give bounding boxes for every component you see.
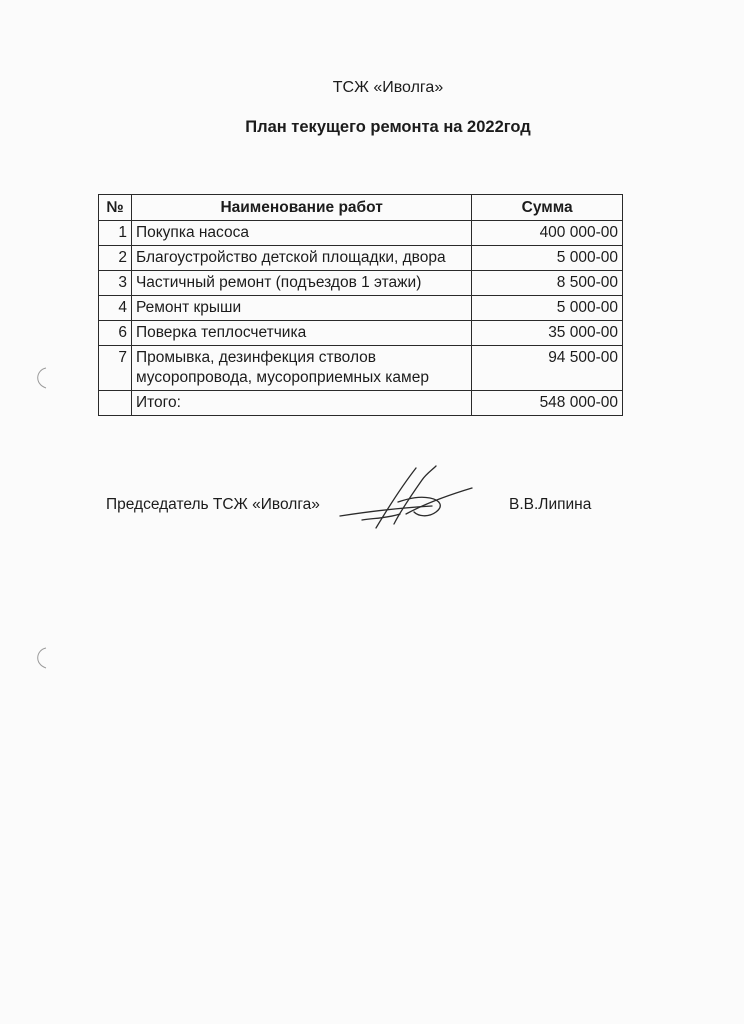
table-row xyxy=(99,246,623,271)
column-header-number: № xyxy=(99,195,132,221)
row-sum: 5 000-00 xyxy=(472,246,623,271)
organization-name: ТСЖ «Иволга» xyxy=(332,79,444,96)
chairman-position: Председатель ТСЖ «Иволга» xyxy=(106,496,320,513)
row-name: Ремонт крыши xyxy=(131,296,471,321)
handwritten-signature xyxy=(336,462,476,532)
row-number: 2 xyxy=(99,246,132,271)
row-name: Поверка теплосчетчика xyxy=(131,321,471,346)
table-row xyxy=(99,271,623,296)
row-sum: 5 000-00 xyxy=(472,296,623,321)
signer-name: В.В.Липина xyxy=(509,496,592,513)
row-number: 1 xyxy=(99,221,132,246)
row-sum: 400 000-00 xyxy=(472,221,623,246)
row-name: Благоустройство детской площадки, двора xyxy=(131,246,471,271)
row-number: 7 xyxy=(99,346,132,391)
punch-hole-icon xyxy=(30,366,50,390)
document-title: План текущего ремонта на 2022год xyxy=(245,118,531,136)
row-number: 6 xyxy=(99,321,132,346)
total-row xyxy=(99,391,623,416)
row-number: 4 xyxy=(99,296,132,321)
table-row xyxy=(99,321,623,346)
total-sum: 548 000-00 xyxy=(472,391,623,416)
row-name: Покупка насоса xyxy=(131,221,471,246)
column-header-sum: Сумма xyxy=(472,195,623,221)
table-row xyxy=(99,346,623,391)
table-row xyxy=(99,221,623,246)
column-header-name: Наименование работ xyxy=(131,195,471,221)
table-header-row xyxy=(99,195,623,221)
works-table xyxy=(98,194,623,416)
row-sum: 8 500-00 xyxy=(472,271,623,296)
row-number: 3 xyxy=(99,271,132,296)
row-sum: 35 000-00 xyxy=(472,321,623,346)
table-row xyxy=(99,296,623,321)
row-name: Промывка, дезинфекция стволов мусоропровода, мусороприемных камер xyxy=(131,346,471,391)
total-label: Итого: xyxy=(131,391,471,416)
total-number xyxy=(99,391,132,416)
row-name: Частичный ремонт (подъездов 1 этажи) xyxy=(131,271,471,296)
punch-hole-icon xyxy=(30,646,50,670)
row-sum: 94 500-00 xyxy=(472,346,623,391)
